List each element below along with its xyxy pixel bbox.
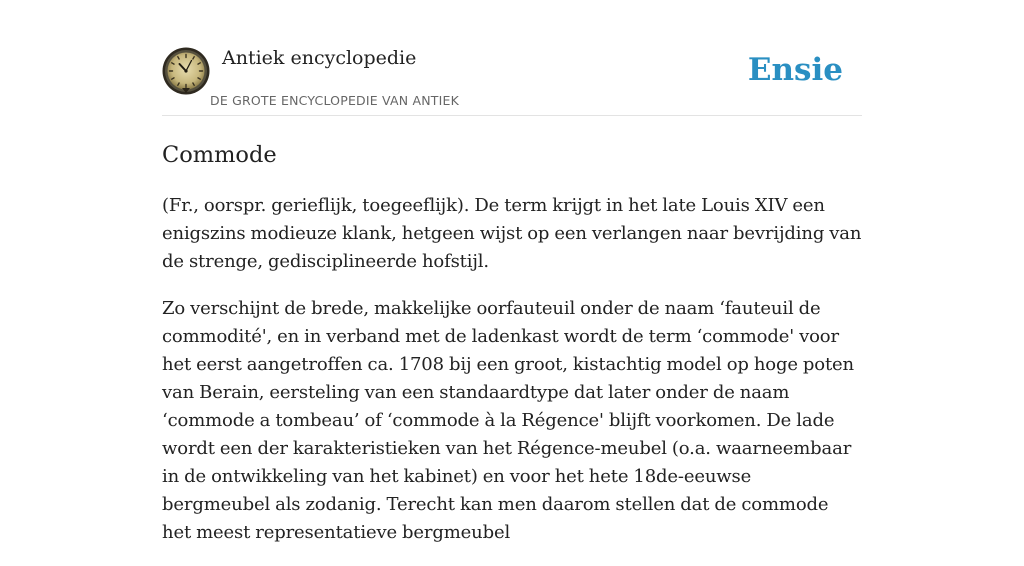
- header-divider: [162, 115, 862, 116]
- site-title[interactable]: Antiek encyclopedie: [222, 47, 417, 69]
- site-subtitle: DE GROTE ENCYCLOPEDIE VAN ANTIEK: [210, 93, 459, 108]
- site-header: [162, 46, 862, 116]
- clock-logo-icon[interactable]: [162, 47, 210, 95]
- brand-logo-link[interactable]: Ensie: [747, 52, 843, 88]
- article-body: [162, 192, 862, 566]
- article-title: Commode: [162, 142, 277, 168]
- article-paragraph: Zo verschijnt de brede, makkelijke oorfauteuil onder de naam ‘fauteuil de commodité', en in verband met de ladenkast wordt de term ‘commode' voor het eerst aangetroffen ca. 1708 bij een groot, kistachtig model op hoge poten van Berain, eersteling van een standaardtype dat later onder de naam ‘commode a tombeau’ of ‘commode à la Régence' blijft voorkomen. De lade wordt een der karakteristieken van het Régence-meubel (o.a. waarneembaar in de ontwikkeling van het kabinet) en voor het hete 18de-eeuwse bergmeubel als zodanig. Terecht kan men daarom stellen dat de commode het meest representatieve bergmeubel: [162, 298, 854, 543]
- article-paragraph: (Fr., oorspr. gerieflijk, toegeeflijk). De term krijgt in het late Louis XIV een enigszins modieuze klank, hetgeen wijst op een verlangen naar bevrijding van de strenge, gedisciplineerde hofstijl.: [162, 195, 862, 272]
